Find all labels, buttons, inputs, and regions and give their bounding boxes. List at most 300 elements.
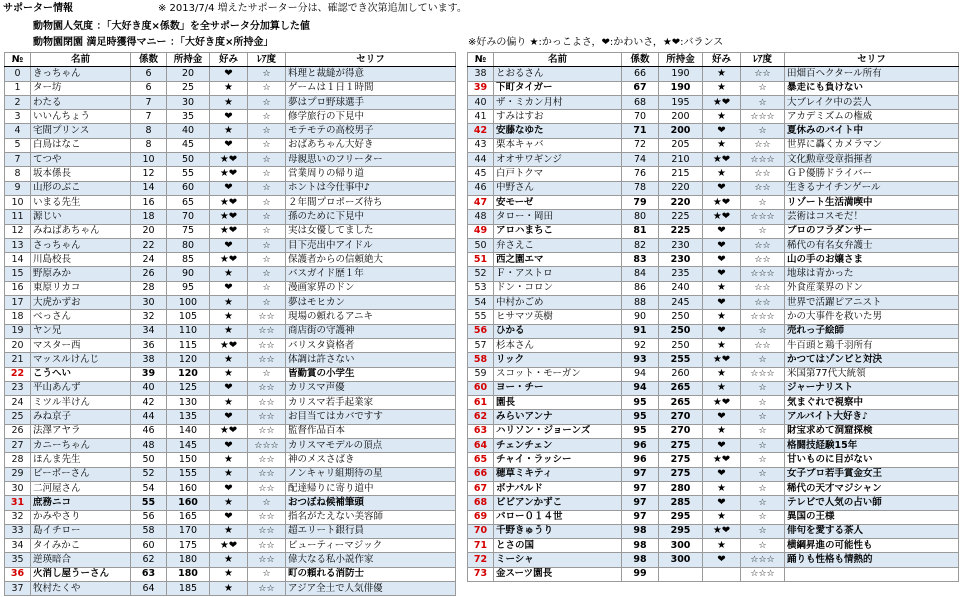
cell-name: ビビアンかずこ	[494, 496, 622, 510]
cell-name: ハリソン・ジョーンズ	[494, 424, 622, 438]
cell-rarity: ☆	[741, 195, 785, 209]
cell-no: 16	[5, 281, 31, 295]
cell-name: 千野きゅうり	[494, 524, 622, 538]
cell-preference: ★	[210, 296, 248, 310]
cell-coef: 42	[131, 396, 167, 410]
cell-money: 245	[659, 296, 703, 310]
cell-money: 220	[659, 195, 703, 209]
cell-preference: ★	[703, 81, 741, 95]
table-row	[5, 338, 456, 352]
cell-preference: ❤	[703, 238, 741, 252]
cell-preference: ★❤	[703, 453, 741, 467]
cell-no: 54	[468, 296, 494, 310]
cell-preference: ★	[703, 510, 741, 524]
table-row	[468, 224, 959, 238]
cell-coef: 79	[622, 195, 659, 209]
cell-rarity: ☆☆	[248, 581, 286, 595]
cell-money: 260	[659, 367, 703, 381]
cell-preference: ❤	[703, 496, 741, 510]
cell-money: 300	[659, 553, 703, 567]
table-row	[5, 195, 456, 209]
cell-name: ヒサマツ英樹	[494, 310, 622, 324]
cell-line: テレビで人気の占い師	[785, 496, 959, 510]
cell-no: 61	[468, 396, 494, 410]
cell-coef: 36	[131, 338, 167, 352]
cell-money: 35	[167, 110, 210, 124]
cell-name: カニーちゃん	[31, 439, 131, 453]
cell-name: 安藤なゆた	[494, 124, 622, 138]
table-row	[5, 238, 456, 252]
cell-preference: ★	[703, 167, 741, 181]
cell-preference: ★❤	[210, 253, 248, 267]
cell-money: 70	[167, 210, 210, 224]
preference-legend: ※好みの偏り ★:かっこよさ，❤:かわいさ，★❤:バランス	[468, 37, 724, 48]
cell-no: 46	[468, 181, 494, 195]
cell-preference: ❤	[210, 181, 248, 195]
cell-money: 160	[167, 496, 210, 510]
cell-preference: ❤	[703, 267, 741, 281]
cell-line: 横綱昇進の可能性も	[785, 539, 959, 553]
cell-preference: ★	[703, 381, 741, 395]
table-row	[468, 539, 959, 553]
cell-money: 125	[167, 381, 210, 395]
table-row	[5, 95, 456, 109]
cell-no: 45	[468, 167, 494, 181]
cell-rarity: ☆	[248, 81, 286, 95]
cell-coef: 50	[131, 453, 167, 467]
cell-no: 44	[468, 153, 494, 167]
col-header-fav: 好み	[703, 53, 741, 67]
cell-line: ホントは今仕事中♪	[286, 181, 456, 195]
cell-name: アロハまちこ	[494, 224, 622, 238]
cell-no: 26	[5, 424, 31, 438]
update-note: ※ 2013/7/4 増えたサポーター分は、確認でき次第追加しています。	[158, 3, 467, 14]
cell-money: 190	[659, 81, 703, 95]
cell-preference: ❤	[210, 481, 248, 495]
cell-rarity: ☆☆	[248, 396, 286, 410]
cell-preference: ❤	[210, 439, 248, 453]
cell-coef: 40	[131, 381, 167, 395]
table-row	[5, 124, 456, 138]
table-row	[468, 153, 959, 167]
cell-money: 110	[167, 324, 210, 338]
cell-line: おばあちゃん大好き	[286, 138, 456, 152]
cell-name: 島イチロー	[31, 524, 131, 538]
table-row	[5, 310, 456, 324]
cell-money: 135	[167, 410, 210, 424]
cell-name: 穂草ミキティ	[494, 467, 622, 481]
table-row	[5, 267, 456, 281]
table-row	[468, 238, 959, 252]
cell-rarity: ☆☆	[248, 424, 286, 438]
table-row	[5, 524, 456, 538]
cell-coef: 71	[622, 124, 659, 138]
cell-money: 280	[659, 481, 703, 495]
cell-no: 48	[468, 210, 494, 224]
cell-name: ター坊	[31, 81, 131, 95]
cell-money: 60	[167, 181, 210, 195]
cell-rarity: ☆☆	[248, 539, 286, 553]
cell-coef: 84	[622, 267, 659, 281]
cell-rarity: ☆	[248, 281, 286, 295]
cell-money: 190	[659, 67, 703, 81]
cell-preference: ★❤	[703, 396, 741, 410]
cell-coef: 82	[622, 238, 659, 252]
cell-no: 33	[5, 524, 31, 538]
cell-line: 売れっ子絵師	[785, 324, 959, 338]
table-row	[468, 310, 959, 324]
cell-line: かつてはゾンビと対決	[785, 353, 959, 367]
table-row	[5, 467, 456, 481]
cell-preference: ★	[210, 367, 248, 381]
cell-line: バスガイド歴１年	[286, 267, 456, 281]
cell-rarity: ☆☆	[741, 67, 785, 81]
cell-coef: 60	[131, 539, 167, 553]
cell-money: 100	[167, 296, 210, 310]
cell-money: 225	[659, 224, 703, 238]
cell-line: 世界に轟くカメラマン	[785, 138, 959, 152]
cell-money: 170	[167, 524, 210, 538]
cell-name: ドン・コロン	[494, 281, 622, 295]
cell-no: 58	[468, 353, 494, 367]
table-row	[5, 510, 456, 524]
cell-money: 270	[659, 424, 703, 438]
cell-name: 野原みか	[31, 267, 131, 281]
cell-coef: 74	[622, 153, 659, 167]
table-row	[468, 110, 959, 124]
cell-money: 210	[659, 153, 703, 167]
table-row	[468, 253, 959, 267]
cell-coef: 97	[622, 467, 659, 481]
cell-name: パロー０１４世	[494, 510, 622, 524]
cell-name: 下町タイガー	[494, 81, 622, 95]
cell-line: ノンキャリ組期待の星	[286, 467, 456, 481]
cell-line: ゲームは１日１時間	[286, 81, 456, 95]
cell-rarity: ☆	[741, 524, 785, 538]
cell-money: 185	[167, 581, 210, 595]
cell-line: 料理と裁縫が得意	[286, 67, 456, 81]
cell-coef: 48	[131, 439, 167, 453]
cell-coef: 7	[131, 95, 167, 109]
cell-no: 27	[5, 439, 31, 453]
cell-money: 275	[659, 453, 703, 467]
table-row	[5, 424, 456, 438]
cell-coef: 97	[622, 510, 659, 524]
cell-rarity: ☆	[248, 253, 286, 267]
cell-preference: ★❤	[703, 195, 741, 209]
cell-line: 修学旅行の下見中	[286, 110, 456, 124]
table-row	[468, 367, 959, 381]
cell-rarity: ☆	[741, 396, 785, 410]
cell-coef: 67	[622, 81, 659, 95]
cell-line: 外食産業界のドン	[785, 281, 959, 295]
cell-line: 体調は許さない	[286, 353, 456, 367]
col-header-rarity: ﾚｱ度	[741, 53, 785, 67]
cell-no: 31	[5, 496, 31, 510]
cell-preference: ★	[210, 553, 248, 567]
cell-line: 現場の頼れるアニキ	[286, 310, 456, 324]
cell-coef: 56	[131, 510, 167, 524]
cell-no: 38	[468, 67, 494, 81]
cell-name: チャイ・ラッシー	[494, 453, 622, 467]
cell-money	[659, 567, 703, 581]
cell-name: かみやさり	[31, 510, 131, 524]
table-row	[468, 467, 959, 481]
cell-no: 10	[5, 195, 31, 209]
cell-preference: ★	[703, 67, 741, 81]
cell-rarity: ☆	[741, 95, 785, 109]
table-row	[468, 439, 959, 453]
cell-rarity: ☆	[248, 224, 286, 238]
cell-rarity: ☆☆	[248, 510, 286, 524]
cell-name: 中野さん	[494, 181, 622, 195]
cell-line: 財宝求めて洞窟探検	[785, 424, 959, 438]
cell-coef: 99	[622, 567, 659, 581]
cell-preference: ★❤	[703, 353, 741, 367]
cell-rarity: ☆☆	[248, 381, 286, 395]
cell-coef: 95	[622, 410, 659, 424]
cell-coef: 95	[622, 424, 659, 438]
cell-money: 180	[167, 553, 210, 567]
table-row	[5, 539, 456, 553]
cell-coef: 95	[622, 396, 659, 410]
table-header-row	[468, 53, 959, 67]
cell-line: 神のメスさばき	[286, 453, 456, 467]
cell-no: 49	[468, 224, 494, 238]
cell-name: ほんま先生	[31, 453, 131, 467]
table-row	[5, 253, 456, 267]
table-row	[5, 210, 456, 224]
cell-preference: ★	[210, 267, 248, 281]
cell-no: 3	[5, 110, 31, 124]
cell-money: 265	[659, 381, 703, 395]
cell-no: 39	[468, 81, 494, 95]
cell-coef: 86	[622, 281, 659, 295]
supporter-table-right	[467, 52, 959, 582]
cell-no: 42	[468, 124, 494, 138]
cell-money: 215	[659, 167, 703, 181]
cell-rarity: ☆☆	[248, 524, 286, 538]
cell-preference: ❤	[210, 281, 248, 295]
cell-name: オオサワギンジ	[494, 153, 622, 167]
cell-line: 母親思いのフリーター	[286, 153, 456, 167]
cell-line: 町の頼れる消防士	[286, 567, 456, 581]
cell-no: 29	[5, 467, 31, 481]
cell-name: 中村かごめ	[494, 296, 622, 310]
table-row	[468, 167, 959, 181]
table-row	[468, 67, 959, 81]
cell-preference: ★	[703, 338, 741, 352]
cell-coef: 22	[131, 238, 167, 252]
cell-rarity: ☆	[248, 153, 286, 167]
table-row	[5, 381, 456, 395]
cell-preference: ★	[210, 124, 248, 138]
cell-name: 火消し屋うーさん	[31, 567, 131, 581]
cell-name: すみはすお	[494, 110, 622, 124]
cell-name: 金スーツ園長	[494, 567, 622, 581]
cell-coef: 97	[622, 481, 659, 495]
cell-money: 45	[167, 138, 210, 152]
cell-no: 4	[5, 124, 31, 138]
cell-preference: ❤	[210, 510, 248, 524]
cell-name: 西之園エマ	[494, 253, 622, 267]
cell-no: 68	[468, 496, 494, 510]
cell-rarity: ☆	[741, 439, 785, 453]
cell-rarity: ☆	[741, 481, 785, 495]
cell-preference: ❤	[703, 553, 741, 567]
cell-money: 195	[659, 95, 703, 109]
cell-name: きっちゃん	[31, 67, 131, 81]
cell-rarity: ☆☆	[741, 238, 785, 252]
cell-coef: 98	[622, 524, 659, 538]
cell-coef: 30	[131, 296, 167, 310]
cell-coef: 80	[622, 210, 659, 224]
cell-line	[785, 567, 959, 581]
cell-rarity: ☆☆☆	[741, 310, 785, 324]
cell-no: 43	[468, 138, 494, 152]
cell-coef: 91	[622, 324, 659, 338]
table-row	[5, 110, 456, 124]
cell-coef: 81	[622, 224, 659, 238]
table-row	[5, 224, 456, 238]
cell-name: 園長	[494, 396, 622, 410]
table-row	[5, 581, 456, 595]
cell-no: 72	[468, 553, 494, 567]
cell-money: 230	[659, 238, 703, 252]
cell-rarity: ☆☆	[248, 467, 286, 481]
cell-line: 牛百頭と鶏千羽所有	[785, 338, 959, 352]
cell-preference: ★	[210, 95, 248, 109]
cell-name: 平山あんず	[31, 381, 131, 395]
cell-rarity: ☆	[248, 296, 286, 310]
cell-line: 稀代の天才マジシャン	[785, 481, 959, 495]
cell-line: ビューティーマジック	[286, 539, 456, 553]
cell-name: わたる	[31, 95, 131, 109]
cell-line: お目当てはカバですす	[286, 410, 456, 424]
col-header-coef: 係数	[131, 53, 167, 67]
cell-coef: 12	[131, 167, 167, 181]
cell-rarity: ☆☆☆	[741, 210, 785, 224]
cell-no: 70	[468, 524, 494, 538]
col-header-coef: 係数	[622, 53, 659, 67]
cell-rarity: ☆	[741, 81, 785, 95]
cell-coef: 26	[131, 267, 167, 281]
cell-rarity: ☆	[741, 453, 785, 467]
cell-line: カリスマ声優	[286, 381, 456, 395]
cell-coef: 78	[622, 181, 659, 195]
cell-no: 23	[5, 381, 31, 395]
cell-rarity: ☆☆	[741, 181, 785, 195]
col-header-line: セリフ	[286, 53, 456, 67]
col-header-name: 名前	[31, 53, 131, 67]
cell-no: 51	[468, 253, 494, 267]
cell-money: 220	[659, 181, 703, 195]
cell-rarity: ☆	[741, 496, 785, 510]
cell-line: 監督作品百本	[286, 424, 456, 438]
cell-no: 20	[5, 338, 31, 352]
cell-rarity: ☆☆	[248, 481, 286, 495]
table-row	[5, 167, 456, 181]
table-row	[5, 553, 456, 567]
cell-coef: 66	[622, 67, 659, 81]
table-row	[5, 567, 456, 581]
cell-name: ひかる	[494, 324, 622, 338]
cell-rarity: ☆	[741, 510, 785, 524]
cell-no: 60	[468, 381, 494, 395]
cell-preference: ★	[210, 324, 248, 338]
cell-name: みらいアンナ	[494, 410, 622, 424]
cell-coef: 93	[622, 353, 659, 367]
cell-no: 28	[5, 453, 31, 467]
cell-rarity: ☆☆☆	[741, 367, 785, 381]
cell-name: ヤン兄	[31, 324, 131, 338]
col-header-money: 所持金	[659, 53, 703, 67]
cell-no: 2	[5, 95, 31, 109]
cell-preference: ★	[703, 539, 741, 553]
cell-no: 64	[468, 439, 494, 453]
table-row	[5, 439, 456, 453]
cell-no: 32	[5, 510, 31, 524]
cell-rarity: ☆	[248, 210, 286, 224]
cell-coef: 64	[131, 581, 167, 595]
cell-money: 270	[659, 410, 703, 424]
cell-name: Ｆ・アストロ	[494, 267, 622, 281]
cell-no: 21	[5, 353, 31, 367]
cell-line: モテモテの高校男子	[286, 124, 456, 138]
cell-preference: ★❤	[703, 210, 741, 224]
cell-line: 夢はモヒカン	[286, 296, 456, 310]
cell-rarity: ☆☆	[248, 353, 286, 367]
cell-money: 200	[659, 124, 703, 138]
cell-money: 155	[167, 467, 210, 481]
cell-no: 11	[5, 210, 31, 224]
cell-line: 保護者からの信頼絶大	[286, 253, 456, 267]
cell-money: 130	[167, 396, 210, 410]
cell-preference: ★❤	[210, 153, 248, 167]
cell-rarity: ☆☆	[248, 410, 286, 424]
cell-coef: 16	[131, 195, 167, 209]
cell-money: 25	[167, 81, 210, 95]
cell-rarity: ☆	[248, 367, 286, 381]
cell-money: 120	[167, 367, 210, 381]
cell-no: 52	[468, 267, 494, 281]
cell-no: 63	[468, 424, 494, 438]
table-row	[5, 481, 456, 495]
cell-name: 大虎かずお	[31, 296, 131, 310]
cell-preference: ★	[210, 81, 248, 95]
cell-coef: 46	[131, 424, 167, 438]
cell-rarity: ☆	[248, 167, 286, 181]
table-row	[468, 510, 959, 524]
cell-coef: 96	[622, 439, 659, 453]
cell-preference: ★❤	[703, 153, 741, 167]
cell-rarity: ☆☆	[248, 553, 286, 567]
cell-line: アカデミズムの権威	[785, 110, 959, 124]
cell-line: アルバイト大好き♪	[785, 410, 959, 424]
table-row	[468, 338, 959, 352]
cell-rarity: ☆	[741, 424, 785, 438]
cell-preference: ★	[210, 353, 248, 367]
cell-preference: ★❤	[703, 95, 741, 109]
cell-line: 大ブレイク中の芸人	[785, 95, 959, 109]
cell-preference: ★	[703, 367, 741, 381]
cell-preference: ★	[703, 424, 741, 438]
cell-rarity: ☆☆☆	[741, 567, 785, 581]
cell-line: 気まぐれで視察中	[785, 396, 959, 410]
cell-money: 50	[167, 153, 210, 167]
cell-line: バリスタ資格者	[286, 338, 456, 352]
cell-money: 20	[167, 67, 210, 81]
